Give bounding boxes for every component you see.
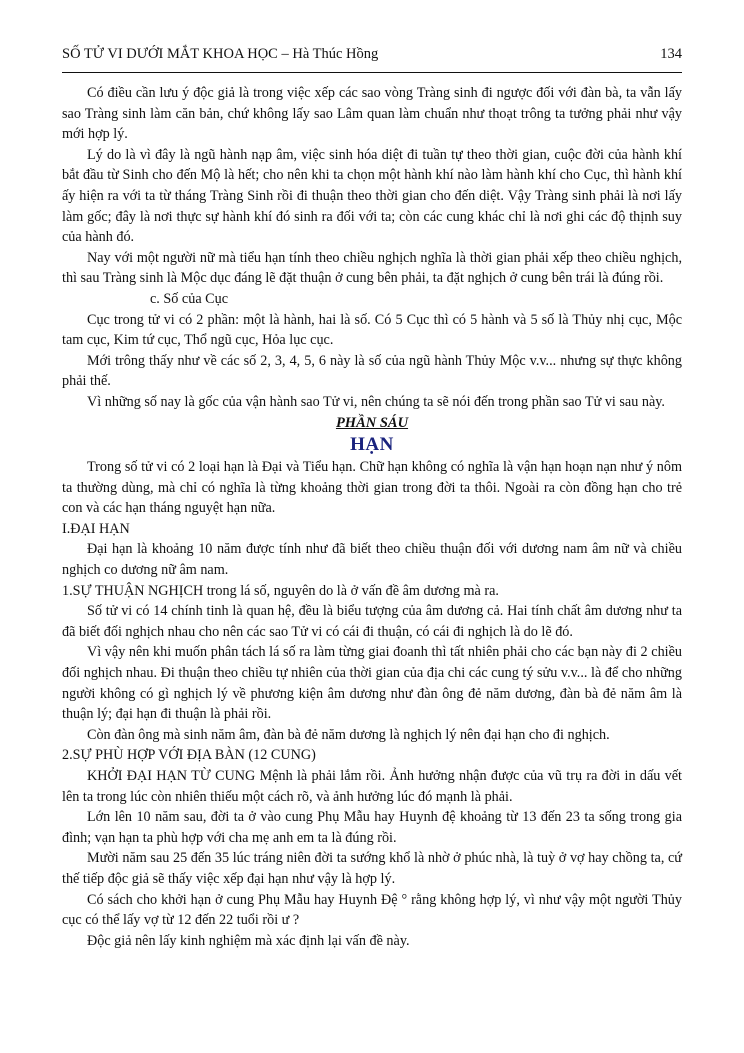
paragraph: Vì những số nay là gốc của vận hành sao Tử vi, nên chúng ta sẽ nói đến trong phần sao Tử vi sau này. — [87, 393, 665, 410]
paragraph: Vì vậy nên khi muốn phân tách lá số ra làm từng giai đoanh thì tất nhiên phải cho các bạn này đi 2 chiều đối nghịch nhau. Đi thuận theo chiều tự nhiên của thời gian của địa chi các cung tý sửu v.v... là để cho những người không có gì nghịch lý về phương kiện âm dương như đàn ông đẻ năm dương, đàn bà đẻ năm âm là thuận lý; đại hạn đi thuận là phải rồi. — [62, 644, 682, 723]
paragraph: Lý do là vì đây là ngũ hành nạp âm, việc sinh hóa diệt đi tuần tự theo thời gian, cuộc đời của hành khí bắt đầu từ Sinh cho đến Mộ là hết; cho nên khi ta chọn một hành khí nào làm hành khí cho Cục, thì hành khí ấy hiện ra với ta từ tháng Tràng Sinh rồi đi thuận theo thời gian cho đến diệt. Vậy Tràng sinh phải là nơi lấy làm gốc; đây là nơi thực sự hành khí đó sinh ra đối với ta; còn các cung khác chỉ là nơi ghi các độ thịnh suy của hành đó. — [62, 146, 682, 246]
heading-phu-hop: 2.SỰ PHÙ HỢP VỚI ĐỊA BÀN (12 CUNG) — [62, 747, 316, 764]
paragraph: Số tử vi có 14 chính tinh là quan hệ, đều là biểu tượng của âm dương cả. Hai tính chất âm dương như ta đã biết đối nghịch nhau cho nên các sao Tử vi có cái đi thuận, có cái đi nghịch là do lẽ đó. — [62, 603, 682, 640]
header-rule — [62, 72, 682, 73]
paragraph: Có sách cho khởi hạn ở cung Phụ Mẫu hay Huynh Đệ ° rằng không hợp lý, vì như vậy một người Thủy cục có thể lấy vợ từ 12 đến 22 tuổi rồi ư ? — [62, 891, 682, 929]
paragraph: Mười năm sau 25 đến 35 lúc tráng niên đời ta sướng khổ là nhờ ở phúc nhà, là tuỳ ở vợ hay chồng ta, cứ thế tiếp độc giả sẽ thấy việc xếp đại hạn như vậy là hợp lý. — [62, 850, 682, 887]
paragraph: Còn đàn ông mà sinh năm âm, đàn bà đẻ năm dương là nghịch lý nên đại hạn cho đi nghịch. — [87, 726, 610, 743]
page-number: 134 — [660, 46, 682, 62]
paragraph: KHỞI ĐẠI HẠN TỪ CUNG Mệnh là phải lắm rồi. Ảnh hưởng nhận được của vũ trụ ra đời in dấu vết lên ta trong lúc còn nhiên thiếu một cách rõ, và ảnh hưởng lúc đó mạnh là phải. — [62, 768, 682, 805]
heading-dai-han: I.ĐẠI HẠN — [62, 520, 130, 537]
paragraph: Đại hạn là khoảng 10 năm được tính như đã biết theo chiều thuận đối với dương nam âm nữ và chiều nghịch co dương nữ âm nam. — [62, 541, 682, 579]
subheading-so-cua-cuc: c. Số của Cục — [150, 290, 229, 307]
paragraph: Nay với một người nữ mà tiểu hạn tính theo chiều nghịch nghĩa là thời gian phải xếp theo chiều nghịch, thì sau Tràng sinh là Mộc dục đáng lẽ đặt thuận ở cung bên phải, ta đặt nghịch ở cung bên trái là đúng rồi. — [62, 249, 682, 287]
paragraph: Lớn lên 10 năm sau, đời ta ở vào cung Phụ Mẫu hay Huynh đệ khoảng từ 13 đến 23 ta sống trong gia đình; vạn hạn ta phù hợp với cha mẹ anh em ta là đúng rồi. — [62, 809, 682, 846]
section-title — [62, 433, 682, 457]
part-label: PHẦN SÁU — [335, 414, 409, 431]
page-header — [62, 44, 682, 68]
heading-thuan-nghich: 1.SỰ THUẬN NGHỊCH trong lá số, nguyên do là ở vấn đề âm dương mà ra. — [62, 582, 499, 599]
paragraph: Trong số tử vi có 2 loại hạn là Đại và Tiểu hạn. Chữ hạn không có nghĩa là vận hạn hoạn nạn như ý nôm ta thường dùng, mà chỉ có nghĩa là từng khoảng thời gian trong đời ta thôi. Ngoài ra còn đồng hạn cho trẻ con và các hạn tháng nguyệt hạn nữa. — [62, 459, 682, 517]
paragraph: Cục trong tử vi có 2 phần: một là hành, hai là số. Có 5 Cục thì có 5 hành và 5 số là Thủy nhị cục, Mộc tam cục, Kim tứ cục, Thổ ngũ cục, Hỏa lục cục. — [62, 311, 682, 349]
paragraph: Có điều cần lưu ý độc giả là trong việc xếp các sao vòng Tràng sinh đi ngược đối với đàn bà, ta vẫn lấy sao Tràng sinh làm căn bản, chứ không lấy sao Lâm quan làm chuẩn như thoạt trông ta tưởng phải như vậy mới hợp lý. — [62, 85, 682, 143]
paragraph: Độc giả nên lấy kinh nghiệm mà xác định lại vấn đề này. — [87, 932, 410, 949]
part-heading — [62, 413, 682, 434]
section-title-text: HẠN — [350, 434, 394, 456]
paragraph: Mới trông thấy như về các số 2, 3, 4, 5, 6 này là số của ngũ hành Thủy Mộc v.v... nhưng sự thực không phải thế. — [62, 352, 682, 390]
page-body — [62, 83, 682, 951]
book-title: SỐ TỬ VI DƯỚI MẮT KHOA HỌC – Hà Thúc Hồng — [62, 46, 379, 62]
